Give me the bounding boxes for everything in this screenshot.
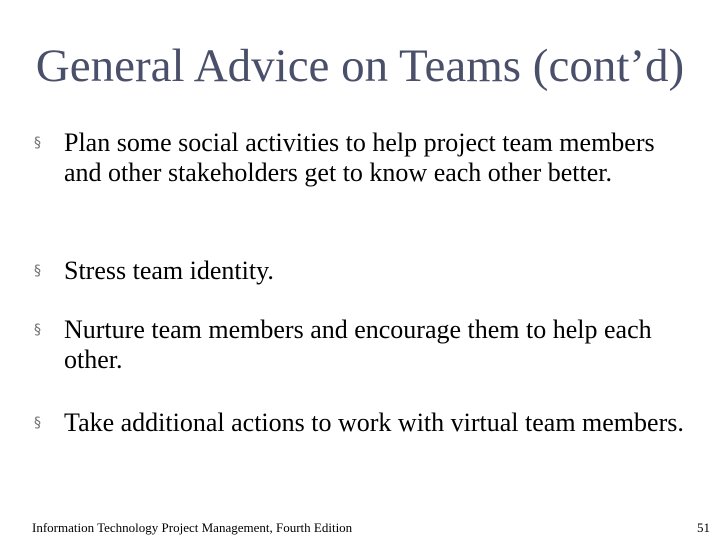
- square-bullet-icon: §: [34, 135, 41, 151]
- bullet-item-nurture-team: [34, 315, 694, 375]
- bullet-text: Stress team identity.: [64, 256, 274, 285]
- square-bullet-icon: §: [34, 322, 41, 338]
- bullet-item-virtual-team: [34, 408, 694, 438]
- bullet-text: Nurture team members and encourage them to help each other.: [64, 315, 652, 374]
- square-bullet-icon: §: [34, 263, 41, 279]
- bullet-text: Take additional actions to work with virtual team members.: [64, 408, 684, 437]
- page-number: 51: [697, 520, 710, 535]
- bullet-item-team-identity: [34, 256, 694, 286]
- bullet-text: Plan some social activities to help project team members and other stakeholders get to know each other better.: [64, 128, 655, 187]
- footer-text: Information Technology Project Management, Fourth Edition: [32, 520, 353, 535]
- slide-title: General Advice on Teams (cont’d): [35, 40, 685, 92]
- bullet-item-social-activities: [34, 128, 694, 188]
- square-bullet-icon: §: [34, 415, 41, 431]
